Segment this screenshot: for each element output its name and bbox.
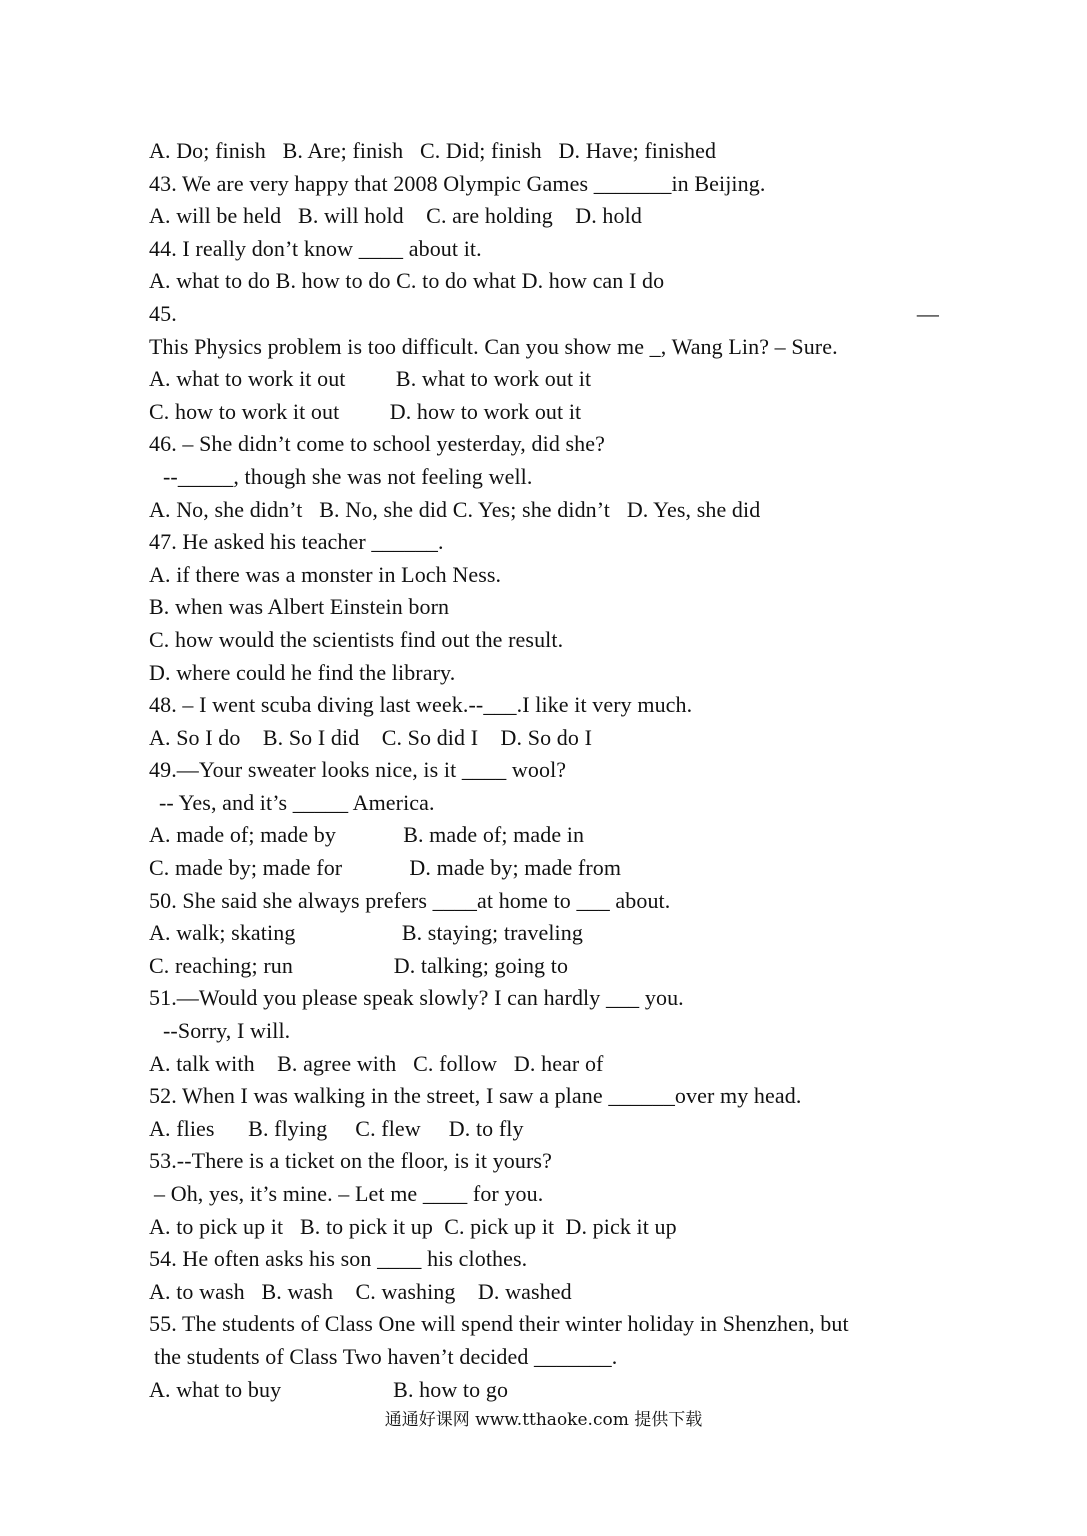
question-55: 55. The students of Class One will spend their winter holiday in Shenzhen, but [149,1311,849,1337]
question-51-reply: --Sorry, I will. [163,1018,291,1044]
option-47-d: D. where could he find the library. [149,659,456,685]
question-53-reply: – Oh, yes, it’s mine. – Let me ____ for you. [154,1181,544,1206]
question-49: 49.—Your sweater looks nice, is it ____ wool? [149,757,567,783]
question-50: 50. She said she always prefers ____at home to ___ about. [149,887,671,913]
question-48: 48. – I went scuba diving last week.--___.I like it very much. [149,692,693,718]
options-50-cd: C. reaching; run D. talking; going to [149,952,569,978]
options-50-ab: A. walk; skating B. staying; traveling [149,920,583,946]
question-45: This Physics problem is too difficult. Can you show me _, Wang Lin? – Sure. [149,333,838,359]
option-47-b: B. when was Albert Einstein born [149,594,450,620]
options-42: A. Do; finish B. Are; finish C. Did; finish D. Have; finished [149,138,717,163]
question-47: 47. He asked his teacher ______. [149,529,444,555]
options-46: A. No, she didn’t B. No, she did C. Yes; she didn’t D. Yes, she did [149,496,761,522]
options-55-ab: A. what to buy B. how to go [149,1376,509,1402]
question-44: 44. I really don’t know ____ about it. [149,235,482,261]
question-54: 54. He often asks his son ____ his clothes. [149,1246,528,1272]
question-45-dash: — [916,300,939,326]
options-52: A. flies B. flying C. flew D. to fly [149,1115,524,1141]
options-54: A. to wash B. wash C. washing D. washed [149,1278,572,1304]
question-45-number-row [149,298,939,331]
option-47-c: C. how would the scientists find out the result. [149,626,564,652]
options-48: A. So I do B. So I did C. So did I D. So do I [149,724,592,750]
options-51: A. talk with B. agree with C. follow D. hear of [149,1050,604,1076]
page-footer: 通通好课网 www.tthaoke.com 提供下载 [384,1410,703,1430]
question-52: 52. When I was walking in the street, I saw a plane ______over my head. [149,1083,802,1109]
question-43: 43. We are very happy that 2008 Olympic Games _______in Beijing. [149,170,766,196]
options-49-cd: C. made by; made for D. made by; made from [149,855,622,881]
option-47-a: A. if there was a monster in Loch Ness. [149,561,502,587]
options-44: A. what to do B. how to do C. to do what D. how can I do [149,268,665,294]
options-49-ab: A. made of; made by B. made of; made in [149,822,585,848]
options-45-cd: C. how to work it out D. how to work out it [149,398,582,424]
options-53: A. to pick up it B. to pick it up C. pick up it D. pick it up [149,1213,677,1239]
options-45-ab: A. what to work it out B. what to work out it [149,366,592,392]
options-43: A. will be held B. will hold C. are holding D. hold [149,203,642,229]
question-list [149,135,939,1406]
question-49-reply: -- Yes, and it’s _____ America. [159,789,435,815]
question-46-reply: --_____, though she was not feeling well. [163,463,533,489]
question-51: 51.—Would you please speak slowly? I can hardly ___ you. [149,985,684,1011]
question-53: 53.--There is a ticket on the floor, is it yours? [149,1148,552,1174]
question-46: 46. – She didn’t come to school yesterday, did she? [149,431,606,457]
question-55-cont: the students of Class Two haven’t decided _______. [154,1343,618,1369]
question-45-number: 45. [149,300,177,326]
